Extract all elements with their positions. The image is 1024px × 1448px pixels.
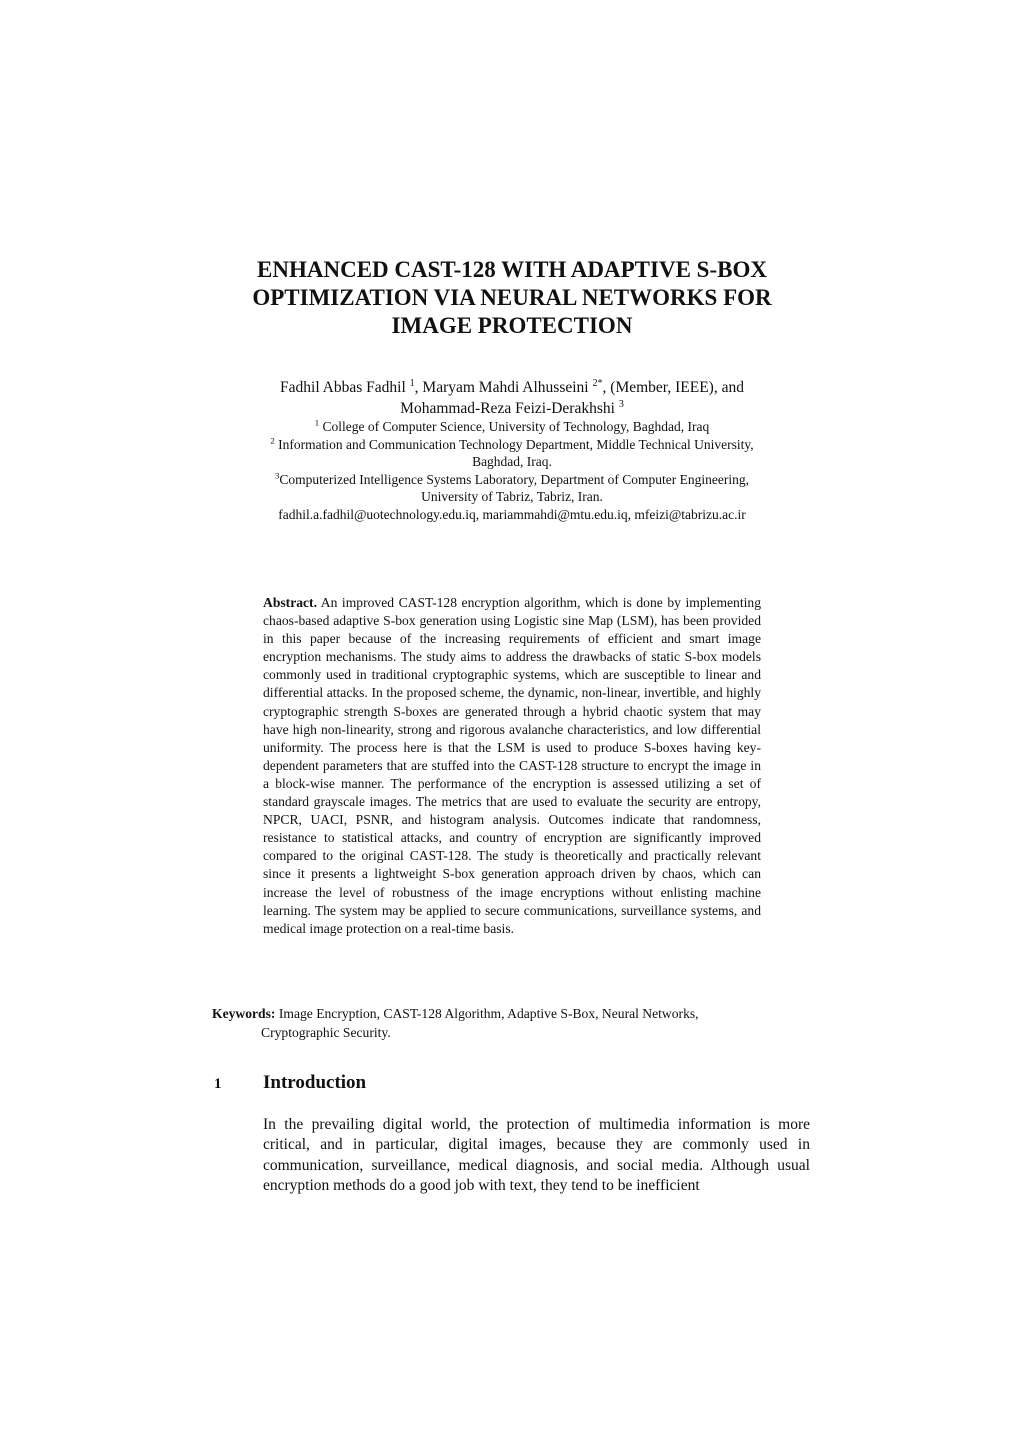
abstract-text: An improved CAST-128 encryption algorithm, which is done by implementing chaos-based adaptive S-box generation using Logistic sine Map (LSM), has been provided in this paper because of the increasing requirements of efficient and smart image encryption mechanisms. The study aims to address the drawbacks of static S-box models commonly used in traditional cryptographic systems, which are susceptible to linear and differential attacks. In the proposed scheme, the dynamic, non-linear, invertible, and highly cryptographic strength S-boxes are generated through a hybrid chaotic system that may have high non-linearity, strong and rigorous avalanche characteristics, and low differential uniformity. The process here is that the LSM is used to produce S-boxes having key-dependent parameters that are stuffed into the CAST-128 structure to encrypt the image in a block-wise manner. The performance of the encryption is assessed utilizing a set of standard grayscale images. The metrics that are used to evaluate the security are entropy, NPCR, UACI, PSNR, and histogram analysis. Outcomes indicate that randomness, resistance to statistical attacks, and country of encryption are significantly improved compared to the original CAST-128. The study is theoretically and practically relevant since it presents a lightweight S-box generation approach driven by chaos, which can increase the level of robustness of the image encryptions without enlisting machine learning. The system may be applied to secure communications, surveillance systems, and medical image protection on a real-time basis. [263,595,761,936]
section-heading [214,1070,614,1097]
keywords-text-cont: Cryptographic Security. [261,1024,391,1040]
affiliation-3: $^3$Computerized Intelligence Systems Laboratory, Department of Computer Engineering, [274,470,749,487]
author-name: Mohammad-Reza Feizi-Derakhshi [400,400,615,417]
keywords-text: Image Encryption, CAST-128 Algorithm, Adaptive S-Box, Neural Networks, [278,1006,699,1021]
title-line: ENHANCED CAST-128 WITH ADAPTIVE S-BOX [257,257,767,282]
author-line-1 [200,377,824,398]
affiliation-2: $^2$ Information and Communication Technology Department, Middle Technical University, [270,435,754,452]
author-emails: fadhil.a.fadhil@uotechnology.edu.iq, mariammahdi@mtu.edu.iq, mfeizi@tabrizu.ac.ir [278,506,746,522]
author-name: Fadhil Abbas Fadhil [280,379,406,396]
intro-paragraph: In the prevailing digital world, the protection of multimedia information is more critical, and in particular, digital images, because they are commonly used in communication, surveillance, medical diagnosis, and social media. Although usual encryption methods do a good job with text, they tend to be inefficient [263,1116,810,1194]
keywords [212,1005,774,1042]
section-number: 1 [214,1076,222,1092]
affiliation-2-cont: Baghdad, Iraq. [472,454,552,470]
author-line-2 [200,398,824,419]
author-note: , (Member, IEEE), and [602,379,744,396]
affiliation-1: $^1$ College of Computer Science, University of Technology, Baghdad, Iraq [314,417,710,434]
section-title: Introduction [263,1072,367,1093]
author-affil-mark: 2* [592,377,603,389]
paper-title [200,256,824,340]
author-list [200,377,824,419]
title-line: OPTIMIZATION VIA NEURAL NETWORKS FOR [252,285,772,310]
abstract-label: Abstract. [263,595,317,610]
author-affil-mark: 3 [618,398,624,410]
title-line: IMAGE PROTECTION [391,313,633,338]
affiliations [200,418,824,524]
author-affil-mark: 1 [409,377,415,389]
author-name: , Maryam Mahdi Alhusseini [414,379,589,396]
abstract [263,594,761,938]
affiliation-3-cont: University of Tabriz, Tabriz, Iran. [421,489,603,505]
keywords-label: Keywords: [212,1006,276,1021]
